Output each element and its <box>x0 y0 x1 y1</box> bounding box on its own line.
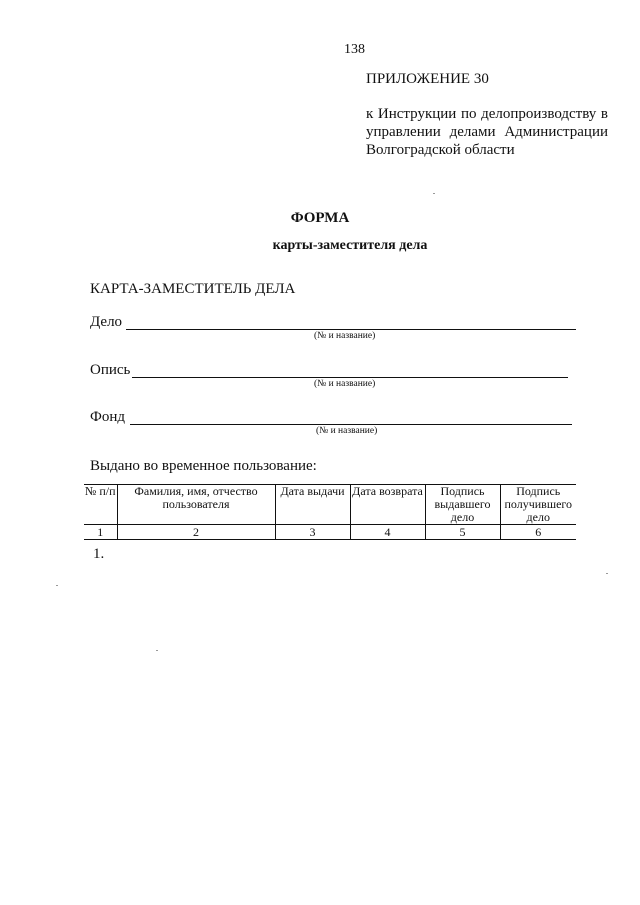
field-hint-fond: (№ и название) <box>316 426 378 436</box>
table-header-row <box>84 485 576 525</box>
col-header-issuer-signature: Подпись выдавшего дело <box>425 485 500 525</box>
field-line-opis[interactable] <box>132 377 568 378</box>
issued-label: Выдано во временное пользование: <box>90 458 317 474</box>
table-cell: 5 <box>425 525 500 540</box>
appendix-text: к Инструкции по делопроизводству в управлении делами Администрации Волгоградской области <box>366 106 608 158</box>
col-header-number: № п/п <box>84 485 117 525</box>
table-cell: 6 <box>500 525 576 540</box>
issue-table <box>84 484 576 540</box>
field-label-delo: Дело <box>90 314 123 330</box>
field-line-fond[interactable] <box>130 424 572 425</box>
field-label-opis: Опись <box>90 362 131 378</box>
table-cell: 4 <box>350 525 425 540</box>
card-heading: КАРТА-ЗАМЕСТИТЕЛЬ ДЕЛА <box>90 281 296 297</box>
table-cell: 1 <box>84 525 117 540</box>
col-header-receiver-signature: Подпись получившего дело <box>500 485 576 525</box>
table-cell: 2 <box>117 525 275 540</box>
page-number: 138 <box>344 42 365 57</box>
list-item: 1. <box>93 546 105 562</box>
field-hint-opis: (№ и название) <box>314 379 376 389</box>
table-row <box>84 525 576 540</box>
col-header-issue-date: Дата выдачи <box>275 485 350 525</box>
scan-speck <box>606 573 608 574</box>
col-header-user-name: Фамилия, имя, отчество пользователя <box>117 485 275 525</box>
table-cell: 3 <box>275 525 350 540</box>
scan-speck <box>56 585 58 586</box>
appendix-title: ПРИЛОЖЕНИЕ 30 <box>366 71 489 87</box>
field-label-fond: Фонд <box>90 409 126 425</box>
field-line-delo[interactable] <box>126 329 576 330</box>
form-subtitle: карты-заместителя дела <box>272 238 428 253</box>
field-hint-delo: (№ и название) <box>314 331 376 341</box>
form-title: ФОРМА <box>290 210 350 226</box>
scan-speck <box>433 193 435 194</box>
col-header-return-date: Дата возврата <box>350 485 425 525</box>
scan-speck <box>156 650 158 651</box>
